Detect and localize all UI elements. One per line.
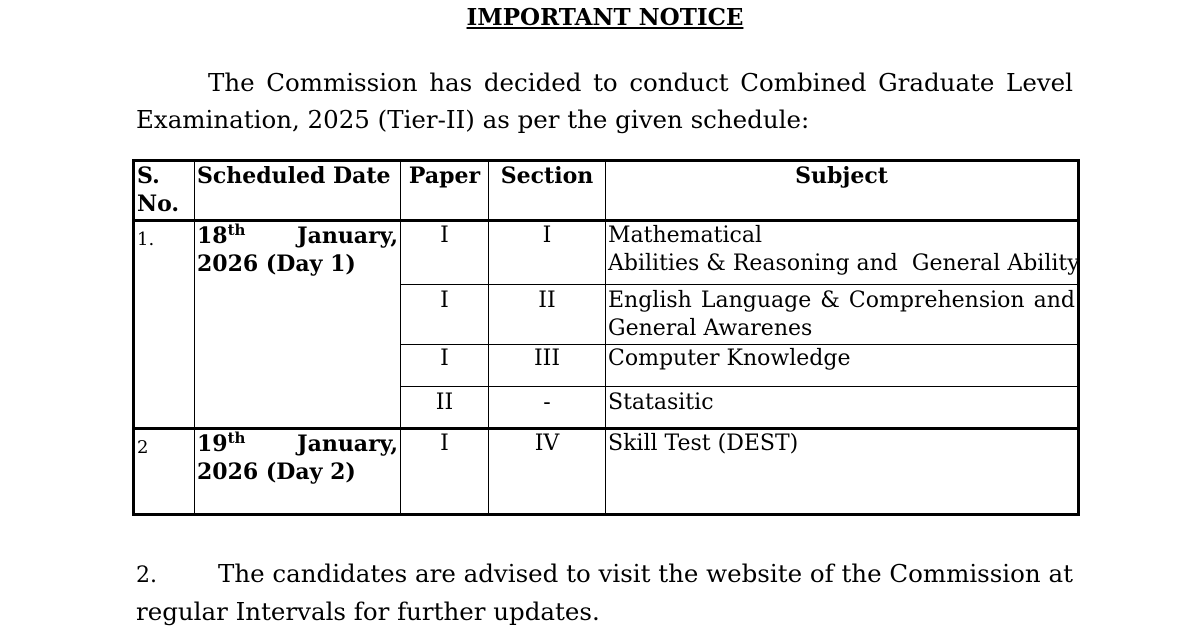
paper-cell: I bbox=[401, 345, 489, 387]
paper-cell: I bbox=[401, 285, 489, 345]
intro-paragraph bbox=[136, 64, 1073, 138]
day2-date bbox=[195, 429, 401, 515]
footer-number: 2. bbox=[136, 563, 157, 588]
day2-day-num: 19 bbox=[197, 431, 228, 457]
day1-day-suffix: th bbox=[227, 221, 246, 239]
section-cell: IV bbox=[489, 429, 606, 515]
day1-year-day: 2026 (Day 1) bbox=[197, 251, 356, 277]
paper-cell: II bbox=[401, 387, 489, 429]
day2-year-day: 2026 (Day 2) bbox=[197, 459, 356, 485]
subject-line1: English Language & Comprehension and bbox=[608, 288, 1075, 313]
paper-cell: I bbox=[401, 221, 489, 285]
section-cell: - bbox=[489, 387, 606, 429]
header-section: Section bbox=[489, 161, 606, 221]
day2-month: January, bbox=[297, 431, 398, 457]
header-sno: S. No. bbox=[134, 161, 195, 221]
paper-cell: I bbox=[401, 429, 489, 515]
header-date: Scheduled Date bbox=[195, 161, 401, 221]
day2-day-suffix: th bbox=[227, 429, 246, 447]
subject-cell bbox=[606, 285, 1079, 345]
day1-month: January, bbox=[297, 223, 398, 249]
footer-paragraph bbox=[136, 556, 1073, 630]
table-row bbox=[134, 429, 1079, 515]
day1-sno: 1. bbox=[134, 221, 195, 429]
footer-text: The candidates are advised to visit the website of the Commission at regular Intervals for further updates. bbox=[136, 559, 1073, 626]
schedule-table bbox=[132, 159, 1080, 516]
table-row bbox=[134, 221, 1079, 285]
notice-title: IMPORTANT NOTICE bbox=[466, 4, 744, 31]
day1-date bbox=[195, 221, 401, 429]
subject-line2: Abilities & Reasoning and General Ability bbox=[608, 251, 1080, 276]
subject-line1: Mathematical bbox=[608, 223, 762, 248]
section-cell: III bbox=[489, 345, 606, 387]
table-header-row bbox=[134, 161, 1079, 221]
subject-cell: Computer Knowledge bbox=[606, 345, 1079, 387]
day1-day-num: 18 bbox=[197, 223, 228, 249]
subject-cell: Statasitic bbox=[606, 387, 1079, 429]
section-cell: II bbox=[489, 285, 606, 345]
subject-cell: Skill Test (DEST) bbox=[606, 429, 1079, 515]
section-cell: I bbox=[489, 221, 606, 285]
subject-cell bbox=[606, 221, 1079, 285]
header-paper: Paper bbox=[401, 161, 489, 221]
subject-line2: General Awarenes bbox=[608, 316, 813, 341]
day2-sno: 2 bbox=[134, 429, 195, 515]
intro-text: The Commission has decided to conduct Combined Graduate Level Examination, 2025 (Tier-II) as per the given schedule: bbox=[136, 68, 1073, 134]
header-subject: Subject bbox=[606, 161, 1079, 221]
